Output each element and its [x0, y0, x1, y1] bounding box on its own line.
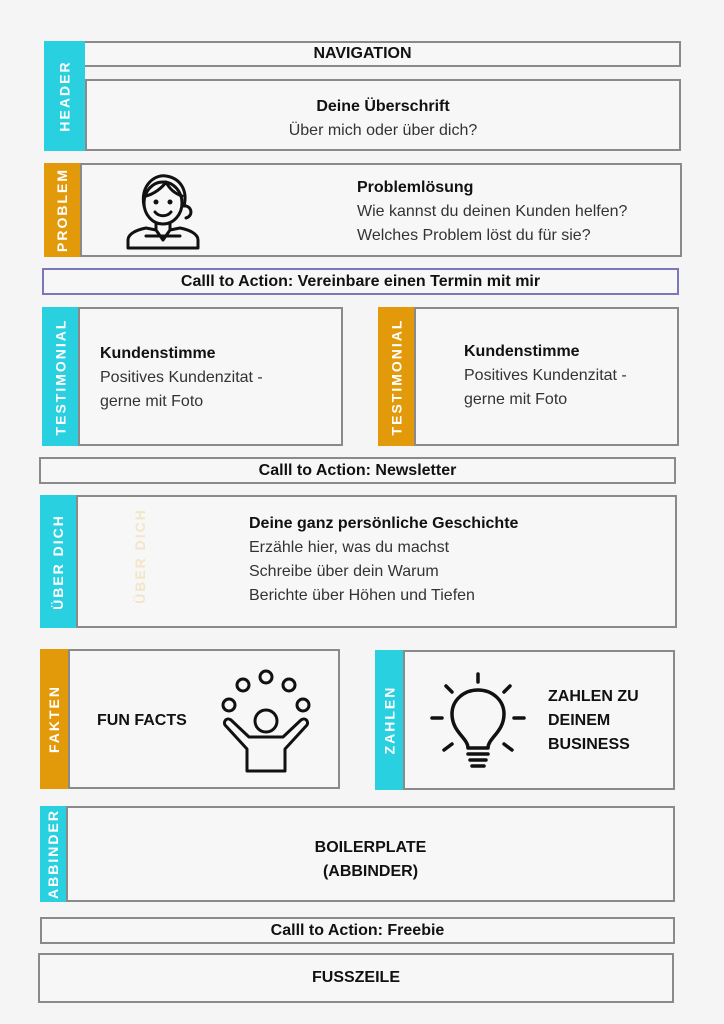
facts-tag-label: FAKTEN [46, 685, 62, 753]
testimonial-2-tag [378, 307, 414, 446]
numbers-tag-label: ZAHLEN [381, 685, 397, 755]
abbinder-section [66, 806, 675, 902]
cta-freebie-label: Calll to Action: Freebie [270, 921, 445, 939]
footer-label: FUSSZEILE [311, 969, 400, 986]
cta-appointment-label: Calll to Action: Vereinbare einen Termin mit mir [180, 272, 541, 290]
navigation-label: NAVIGATION [313, 45, 412, 62]
abbinder-line-1: BOILERPLATE [314, 839, 427, 856]
juggling-person-icon [217, 667, 313, 775]
cta-appointment-bar[interactable] [42, 268, 679, 295]
footer-bar [38, 953, 674, 1003]
header-tag [44, 41, 85, 151]
problem-tag-label: PROBLEM [54, 168, 70, 252]
cta-freebie-bar[interactable] [40, 917, 675, 944]
about-text [249, 512, 518, 608]
lightbulb-icon [430, 672, 526, 774]
numbers-tag [375, 650, 403, 790]
problem-tag [44, 163, 80, 257]
person-avatar-icon [122, 170, 204, 252]
header-section [85, 79, 681, 151]
navigation-bar [44, 41, 681, 67]
about-tag [40, 495, 76, 628]
cta-newsletter-bar[interactable] [39, 457, 676, 484]
numbers-line-1: ZAHLEN ZU [548, 688, 639, 705]
header-subtitle: Über mich oder über dich? [288, 122, 478, 139]
testimonial-1-title: Kundenstimme [100, 345, 216, 362]
testimonial-1-text [100, 342, 263, 414]
abbinder-line-2: (ABBINDER) [322, 863, 419, 880]
facts-label: FUN FACTS [97, 712, 187, 729]
cta-newsletter-label: Calll to Action: Newsletter [258, 461, 457, 479]
abbinder-tag-label: ABBINDER [45, 809, 62, 899]
problem-line-1: Wie kannst du deinen Kunden helfen? [357, 203, 628, 220]
numbers-text [548, 685, 639, 757]
testimonial-2-line-2: gerne mit Foto [464, 391, 568, 408]
numbers-line-3: BUSINESS [548, 736, 630, 753]
problem-text [357, 176, 627, 248]
facts-tag [40, 649, 68, 789]
testimonial-1-tag-label: TESTIMONIAL [52, 318, 69, 435]
abbinder-tag [40, 806, 66, 902]
testimonial-2-text [464, 340, 627, 412]
about-line-1: Erzähle hier, was du machst [249, 539, 450, 556]
testimonial-2-title: Kundenstimme [464, 343, 580, 360]
numbers-line-2: DEINEM [548, 712, 611, 729]
about-line-2: Schreibe über dein Warum [249, 563, 439, 580]
about-line-3: Berichte über Höhen und Tiefen [249, 587, 475, 604]
testimonial-1-line-2: gerne mit Foto [100, 393, 204, 410]
about-title: Deine ganz persönliche Geschichte [249, 515, 519, 532]
header-title: Deine Überschrift [316, 98, 450, 115]
testimonial-1-tag [42, 307, 78, 446]
testimonial-2-line-1: Positives Kundenzitat - [464, 367, 627, 384]
testimonial-1-line-1: Positives Kundenzitat - [100, 369, 263, 386]
header-tag-label: HEADER [56, 60, 73, 132]
about-tag-label: ÜBER DICH [50, 513, 66, 610]
about-ghost-label: ÜBER DICH [131, 508, 148, 604]
problem-title: Problemlösung [357, 179, 474, 196]
problem-line-2: Welches Problem löst du für sie? [357, 227, 591, 244]
testimonial-2-tag-label: TESTIMONIAL [388, 318, 405, 435]
